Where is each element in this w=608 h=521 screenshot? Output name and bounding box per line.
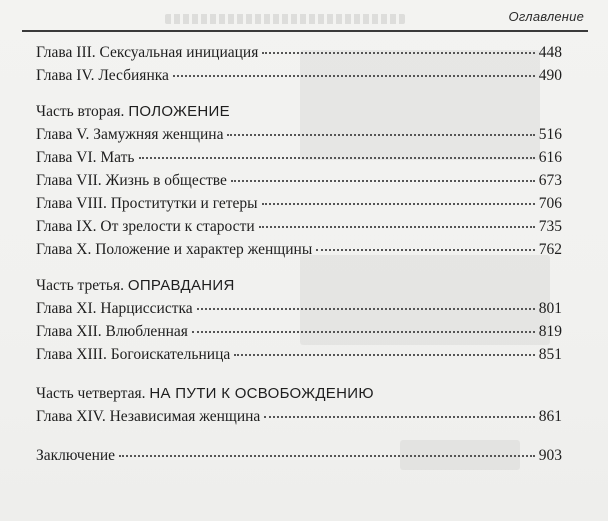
dot-leader [231, 179, 535, 182]
toc-entry-page: 861 [538, 408, 562, 425]
dot-leader [262, 202, 535, 205]
table-of-contents [36, 44, 562, 470]
toc-entry-title: Глава XIV. Независимая женщина [36, 408, 261, 425]
dot-leader [139, 156, 535, 159]
toc-entry-title: Глава VII. Жизнь в обществе [36, 172, 227, 189]
toc-entry-page: 762 [538, 241, 562, 258]
dot-leader [227, 133, 534, 136]
spacer [36, 431, 562, 447]
dot-leader [234, 353, 535, 356]
dot-leader [192, 330, 535, 333]
part-prefix: Часть третья. [36, 277, 124, 294]
dot-leader [197, 307, 535, 310]
dot-leader [259, 225, 535, 228]
toc-entry-title: Глава IV. Лесбиянка [36, 67, 169, 84]
spacer [36, 90, 562, 103]
part-heading[interactable] [36, 385, 562, 408]
toc-entry[interactable] [36, 323, 562, 346]
toc-entry-title: Глава III. Сексуальная инициация [36, 44, 259, 61]
part-name: ПОЛОЖЕНИЕ [128, 103, 230, 120]
toc-entry[interactable] [36, 44, 562, 67]
toc-entry-page: 448 [538, 44, 562, 61]
dot-leader [262, 51, 534, 54]
toc-entry-page: 819 [538, 323, 562, 340]
toc-entry[interactable] [36, 408, 562, 431]
toc-entry-title: Глава XII. Влюбленная [36, 323, 188, 340]
toc-entry-title: Глава XIII. Богоискательница [36, 346, 231, 363]
toc-entry-page: 673 [538, 172, 562, 189]
toc-entry-title: Глава VI. Мать [36, 149, 135, 166]
toc-entry-page: 490 [538, 67, 562, 84]
toc-entry[interactable] [36, 172, 562, 195]
spacer [36, 264, 562, 277]
toc-entry-title: Глава IX. От зрелости к старости [36, 218, 255, 235]
dot-leader [173, 74, 535, 77]
toc-entry-page: 851 [538, 346, 562, 363]
toc-entry-page: 801 [538, 300, 562, 317]
part-name: ОПРАВДАНИЯ [127, 277, 235, 294]
header-rule [22, 30, 588, 32]
toc-entry-page: 706 [538, 195, 562, 212]
part-heading[interactable] [36, 103, 562, 126]
toc-entry[interactable] [36, 300, 562, 323]
dot-leader [264, 415, 534, 418]
toc-entry[interactable] [36, 195, 562, 218]
dot-leader [316, 248, 535, 251]
toc-entry[interactable] [36, 126, 562, 149]
part-heading[interactable] [36, 277, 562, 300]
toc-entry-page: 903 [538, 447, 562, 464]
dot-leader [119, 454, 535, 457]
toc-entry-title: Глава X. Положение и характер женщины [36, 241, 313, 258]
part-prefix: Часть вторая. [36, 103, 125, 120]
toc-entry-page: 735 [538, 218, 562, 235]
toc-entry-page: 516 [538, 126, 562, 143]
toc-entry-title: Заключение [36, 447, 116, 464]
toc-entry[interactable] [36, 218, 562, 241]
toc-entry[interactable] [36, 241, 562, 264]
toc-entry[interactable] [36, 149, 562, 172]
bleed-through-text [165, 14, 405, 24]
part-prefix: Часть четвертая. [36, 385, 146, 402]
part-name: НА ПУТИ К ОСВОБОЖДЕНИЮ [149, 385, 374, 402]
toc-entry-page: 616 [538, 149, 562, 166]
toc-entry-title: Глава XI. Нарциссистка [36, 300, 193, 317]
toc-entry[interactable] [36, 346, 562, 369]
toc-entry-conclusion[interactable] [36, 447, 562, 470]
toc-entry-title: Глава VIII. Проститутки и гетеры [36, 195, 258, 212]
toc-entry-title: Глава V. Замужняя женщина [36, 126, 224, 143]
spacer [36, 369, 562, 385]
running-head: Оглавление [508, 9, 584, 24]
toc-entry[interactable] [36, 67, 562, 90]
